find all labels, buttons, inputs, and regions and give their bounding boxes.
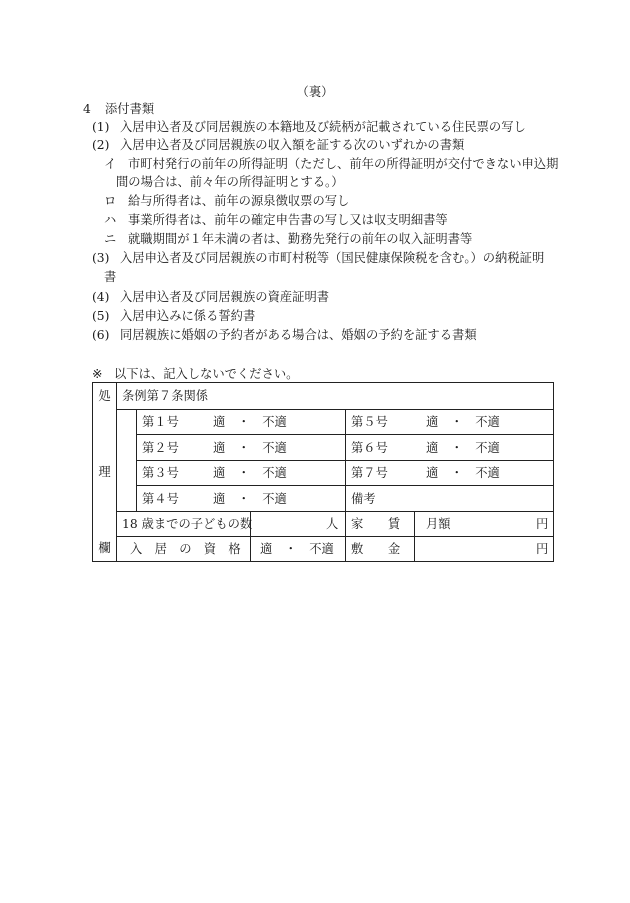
sub-item-marker: ロ bbox=[104, 194, 117, 208]
sub-item-marker: イ bbox=[104, 157, 117, 171]
remarks-label: 備考 bbox=[351, 492, 376, 506]
children-unit: 人 bbox=[326, 517, 339, 531]
item-marker: (3) bbox=[92, 251, 110, 265]
side-label-char: 理 bbox=[98, 465, 111, 479]
list-item bbox=[92, 250, 544, 266]
processing-table bbox=[92, 382, 554, 562]
article-label: 第７号 bbox=[351, 466, 388, 480]
article-label: 第２号 bbox=[142, 441, 179, 455]
deposit-label: 敷 金 bbox=[351, 542, 401, 556]
side-label-char: 処 bbox=[98, 389, 111, 403]
sub-item bbox=[104, 193, 349, 209]
item-text: 同居親族に婚姻の予約者がある場合は、婚姻の予約を証する書類 bbox=[120, 328, 477, 342]
side-label-char: 欄 bbox=[98, 541, 111, 555]
sub-item-marker: ハ bbox=[104, 213, 117, 227]
monthly-label: 月額 bbox=[426, 517, 451, 531]
table-rule bbox=[136, 434, 554, 435]
item-marker: (1) bbox=[92, 120, 110, 134]
article-label: 第１号 bbox=[142, 415, 179, 429]
article-label: 第６号 bbox=[351, 441, 388, 455]
item-continuation: 書 bbox=[104, 270, 117, 284]
item-text: 入居申込者及び同居親族の市町村税等（国民健康保険税を含む。）の納税証明 bbox=[120, 251, 545, 265]
table-rule bbox=[136, 460, 554, 461]
sub-item-marker: ニ bbox=[104, 232, 117, 246]
list-item bbox=[92, 308, 255, 324]
article-label: 第３号 bbox=[142, 466, 179, 480]
children-count-label: 18 歳までの子どもの数 bbox=[122, 517, 253, 531]
page-heading: （裏） bbox=[296, 85, 334, 99]
table-rule bbox=[136, 485, 554, 486]
table-rule bbox=[116, 536, 554, 537]
sub-item-text: 給与所得者は、前年の源泉徴収票の写し bbox=[128, 194, 350, 208]
suitability-choice: 適 ・ 不適 bbox=[213, 492, 287, 506]
ordinance-title: 条例第７条関係 bbox=[122, 389, 209, 403]
item-text: 入居申込者及び同居親族の本籍地及び続柄が記載されている住民票の写し bbox=[120, 120, 526, 134]
suitability-choice: 適 ・ 不適 bbox=[213, 415, 287, 429]
list-item bbox=[92, 327, 477, 343]
sub-item bbox=[104, 156, 558, 172]
section-title-text: 添付書類 bbox=[105, 102, 155, 116]
note-marker: ※ bbox=[92, 367, 103, 381]
residence-qualification-label: 入 居 の 資 格 bbox=[130, 542, 241, 556]
note-text: 以下は、記入しないでください。 bbox=[114, 367, 299, 381]
sub-item-text: 市町村発行の前年の所得証明（ただし、前年の所得証明が交付できない申込期 bbox=[128, 157, 559, 171]
suitability-choice: 適 ・ 不適 bbox=[426, 441, 500, 455]
section-number: 4 bbox=[83, 102, 91, 116]
item-text: 入居申込みに係る誓約書 bbox=[120, 309, 256, 323]
table-rule bbox=[116, 511, 554, 512]
suitability-choice: 適 ・ 不適 bbox=[213, 441, 287, 455]
item-marker: (2) bbox=[92, 138, 110, 152]
article-label: 第４号 bbox=[142, 492, 179, 506]
item-text: 入居申込者及び同居親族の資産証明書 bbox=[120, 290, 330, 304]
section-title bbox=[83, 101, 154, 117]
list-item bbox=[92, 289, 329, 305]
item-marker: (5) bbox=[92, 309, 110, 323]
item-marker: (4) bbox=[92, 290, 110, 304]
suitability-choice: 適 ・ 不適 bbox=[213, 466, 287, 480]
yen-unit: 円 bbox=[536, 517, 549, 531]
sub-item bbox=[104, 231, 472, 247]
article-label: 第５号 bbox=[351, 415, 388, 429]
table-rule bbox=[116, 409, 554, 410]
sub-item-text: 就職期間が１年未満の者は、勤務先発行の前年の収入証明書等 bbox=[128, 232, 473, 246]
sub-item-continuation: 間の場合は、前々年の所得証明とする。） bbox=[116, 175, 344, 189]
list-item bbox=[92, 137, 464, 153]
suitability-choice: 適 ・ 不適 bbox=[260, 542, 334, 556]
suitability-choice: 適 ・ 不適 bbox=[426, 415, 500, 429]
item-marker: (6) bbox=[92, 328, 110, 342]
sub-item bbox=[104, 212, 448, 228]
list-item bbox=[92, 119, 526, 135]
suitability-choice: 適 ・ 不適 bbox=[426, 466, 500, 480]
sub-item-text: 事業所得者は、前年の確定申告書の写し又は収支明細書等 bbox=[128, 213, 448, 227]
item-text: 入居申込者及び同居親族の収入額を証する次のいずれかの書類 bbox=[120, 138, 465, 152]
rent-label: 家 賃 bbox=[351, 517, 401, 531]
yen-unit: 円 bbox=[536, 542, 549, 556]
office-use-note bbox=[92, 366, 298, 382]
